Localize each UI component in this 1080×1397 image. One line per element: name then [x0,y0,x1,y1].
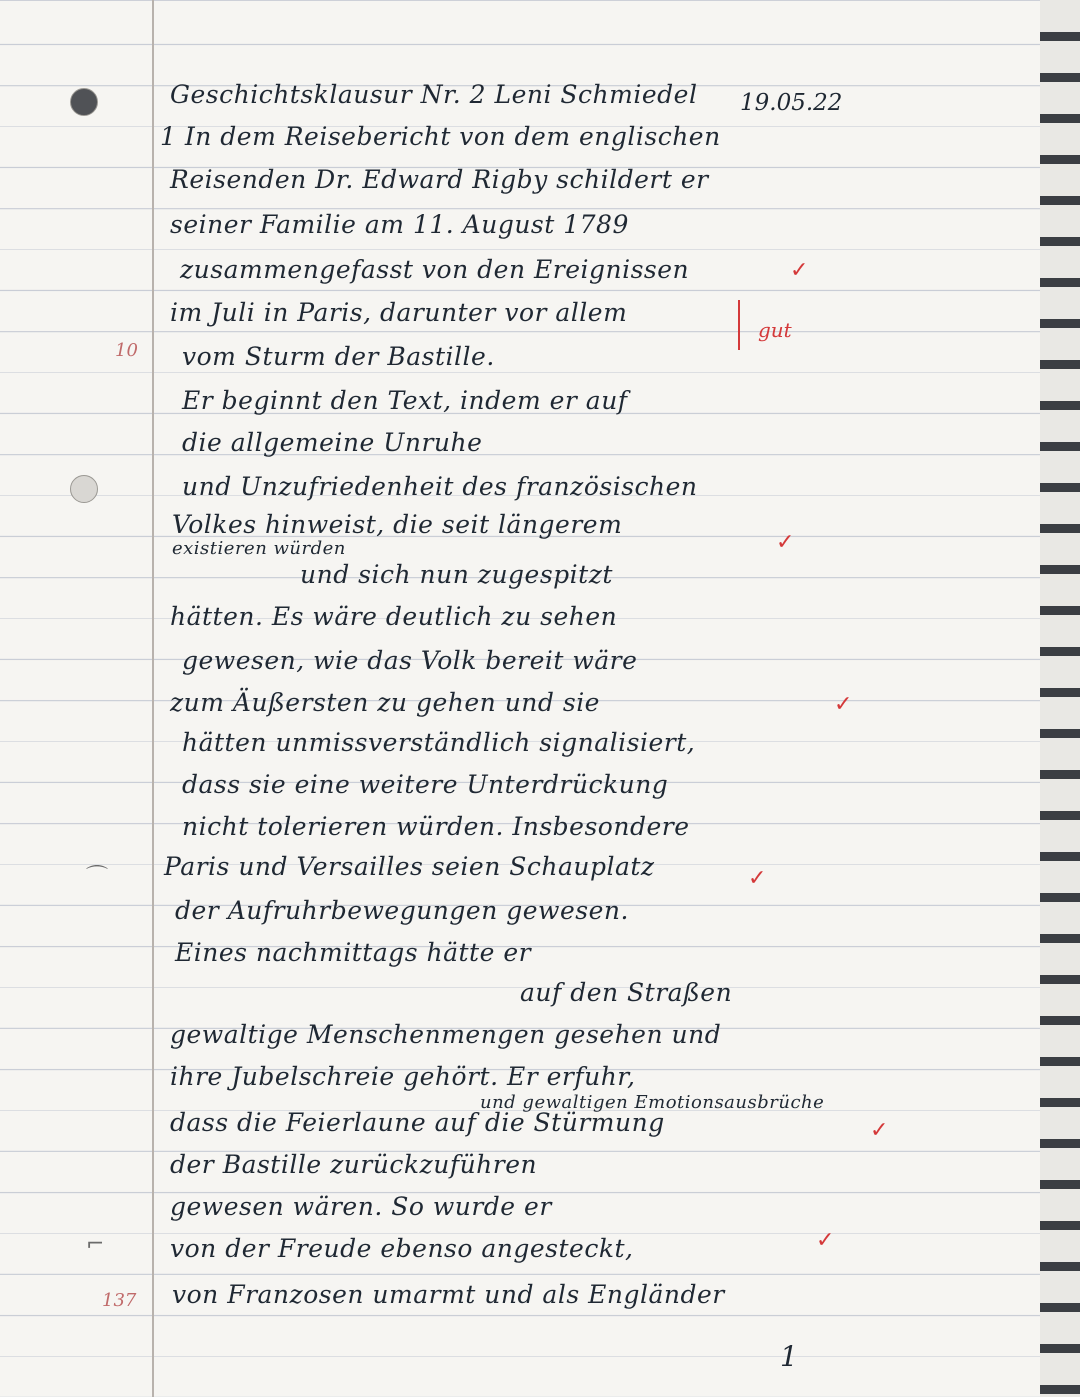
margin-arrow-icon: ⌐ [86,1232,105,1257]
margin-line-number: 137 [102,1290,137,1311]
text-line: Reisenden Dr. Edward Rigby schildert er [170,165,709,194]
text-line: Er beginnt den Text, indem er auf [182,386,628,415]
margin-arrow-icon: ⌒ [86,865,109,890]
punch-hole [70,475,98,503]
text-line: Eines nachmittags hätte er [175,938,532,967]
exam-header: Geschichtsklausur Nr. 2 Leni Schmiedel [170,80,698,109]
text-line: 1 In dem Reisebericht von dem englischen [160,122,721,151]
text-line: dass sie eine weitere Unterdrückung [182,770,669,799]
text-line: zusammengefasst von den Ereignissen [180,255,690,284]
exam-date: 19.05.22 [740,90,843,116]
check-mark-icon: ✓ [776,530,795,555]
text-line: gewesen wären. So wurde er [170,1192,552,1221]
check-mark-icon: ✓ [748,866,767,891]
page-number: 1 [780,1340,798,1373]
check-mark-icon: ✓ [816,1228,835,1253]
check-mark-icon: ✓ [790,258,809,283]
text-line: Volkes hinweist, die seit längerem [172,510,623,539]
notebook-spiral-edge [1040,0,1080,1397]
text-line: vom Sturm der Bastille. [182,342,495,371]
text-line-insert: existieren würden [172,538,346,559]
text-line: gewesen, wie das Volk bereit wäre [182,646,638,675]
text-line: ihre Jubelschreie gehört. Er erfuhr, [170,1062,636,1091]
text-line: zum Äußersten zu gehen und sie [170,688,600,717]
text-line: Paris und Versailles seien Schauplatz [164,852,655,881]
grade-note: gut [758,318,792,342]
text-line: und sich nun zugespitzt [300,560,613,589]
text-line: der Aufruhrbewegungen gewesen. [175,896,629,925]
text-line-insert: und gewaltigen Emotionsausbrüche [480,1092,825,1113]
text-line: der Bastille zurückzuführen [170,1150,538,1179]
text-line: hätten. Es wäre deutlich zu sehen [170,602,618,631]
text-line: dass die Feierlaune auf die Stürmung [170,1108,665,1137]
margin-line-number: 10 [115,340,138,361]
text-line: im Juli in Paris, darunter vor allem [170,298,628,327]
text-line: gewaltige Menschenmengen gesehen und [170,1020,722,1049]
text-line: von der Freude ebenso angesteckt, [170,1234,634,1263]
text-line: auf den Straßen [520,978,733,1007]
punch-hole [70,88,98,116]
text-line: und Unzufriedenheit des französischen [182,472,698,501]
correction-bar [738,300,740,350]
text-line: die allgemeine Unruhe [182,428,483,457]
text-line: hätten unmissverständlich signalisiert, [182,728,696,757]
check-mark-icon: ✓ [834,692,853,717]
text-line: nicht tolerieren würden. Insbesondere [182,812,690,841]
text-line: seiner Familie am 11. August 1789 [170,210,629,239]
check-mark-icon: ✓ [870,1118,889,1143]
text-line: von Franzosen umarmt und als Engländer [172,1280,725,1309]
margin-line [152,0,154,1397]
